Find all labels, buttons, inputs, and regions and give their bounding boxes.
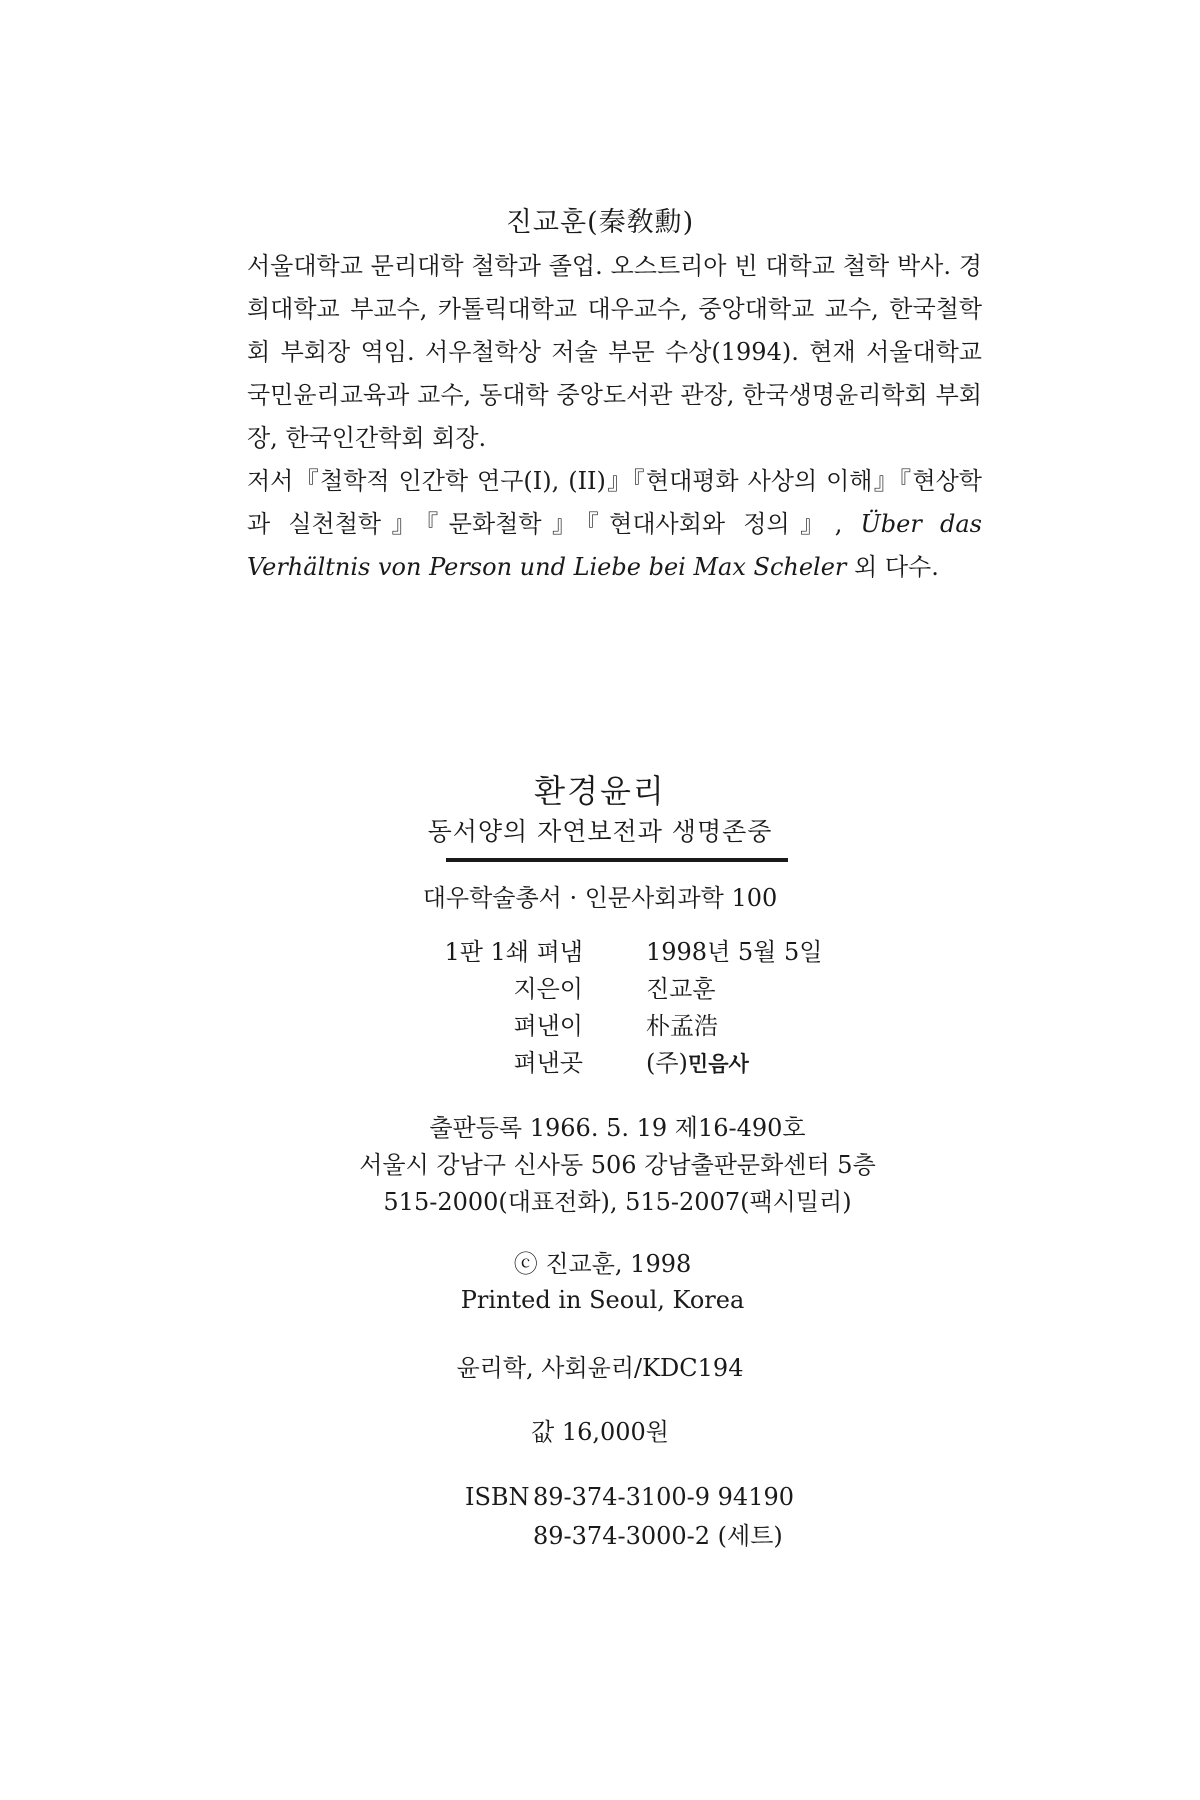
- pub-label: 펴낸이: [513, 1012, 583, 1040]
- author-works-italic: Über das Verhältnis von Person und Liebe bei Max Scheler: [247, 510, 982, 581]
- author-works-prefix: 저서『철학적 인간학 연구(I), (II)』『현대평화 사상의 이해』『현상학과 실천철학』『문화철학』『현대사회와 정의』,: [247, 467, 982, 538]
- title-rule: [446, 858, 788, 862]
- pub-row-author: [420, 971, 822, 1008]
- pub-value: 朴孟浩: [646, 1012, 718, 1040]
- author-bio: [247, 245, 982, 589]
- pub-value: 진교훈: [646, 975, 716, 1003]
- pub-label: 펴낸곳: [513, 1049, 583, 1077]
- pub-row-house: [420, 1045, 822, 1082]
- pub-row-edition: [420, 934, 822, 971]
- author-bio-text: 서울대학교 문리대학 철학과 졸업. 오스트리아 빈 대학교 철학 박사. 경희대학교 부교수, 카톨릭대학교 대우교수, 중앙대학교 교수, 한국철학회 부회장 역임. 서우철학상 저술 부문 수상(1994). 현재 서울대학교 국민윤리교육과 교수, 동대학 중앙도서관 관장, 한국생명윤리학회 부회장, 한국인간학회 회장.: [247, 252, 982, 452]
- isbn-label: ISBN: [465, 1483, 530, 1511]
- pub-label: 1판 1쇄 펴냄: [444, 938, 583, 966]
- registration-line: 출판등록 1966. 5. 19 제16-490호: [429, 1114, 806, 1142]
- isbn-row-set: [465, 1517, 794, 1556]
- book-title: 환경윤리: [534, 772, 666, 810]
- pub-value: [646, 1045, 749, 1082]
- printed-in-line: Printed in Seoul, Korea: [460, 1286, 745, 1314]
- author-heading: 진교훈(秦敎勳): [505, 207, 695, 238]
- publication-info: [420, 934, 822, 1082]
- author-works: [247, 460, 982, 589]
- pub-label: 지은이: [513, 975, 583, 1003]
- series-name: 대우학술총서 · 인문사회과학 100: [422, 884, 778, 912]
- isbn-row: [465, 1478, 794, 1517]
- isbn-label-spacer: [465, 1517, 533, 1556]
- copyright-notice: [0, 1246, 1200, 1318]
- pub-value-prefix: (주): [646, 1049, 688, 1077]
- pub-row-publisher: [420, 1008, 822, 1045]
- pub-value: 1998년 5월 5일: [646, 938, 823, 966]
- classification: 윤리학, 사회윤리/KDC194: [456, 1354, 744, 1382]
- registration-info: [0, 1110, 1200, 1221]
- address-line: 서울시 강남구 신사동 506 강남출판문화센터 5층: [359, 1151, 876, 1179]
- book-subtitle: 동서양의 자연보전과 생명존중: [427, 817, 773, 846]
- copyright-line: ⓒ 진교훈, 1998: [513, 1250, 692, 1278]
- publisher-imprint-logo: 민음사: [687, 1052, 749, 1076]
- isbn-block: [465, 1478, 794, 1556]
- price: 값 16,000원: [531, 1418, 669, 1446]
- author-works-suffix: 외 다수.: [846, 553, 939, 581]
- isbn-number: 89-374-3100-9 94190: [533, 1483, 794, 1511]
- isbn-set-number: 89-374-3000-2 (세트): [533, 1522, 783, 1550]
- phone-line: 515-2000(대표전화), 515-2007(팩시밀리): [383, 1188, 852, 1216]
